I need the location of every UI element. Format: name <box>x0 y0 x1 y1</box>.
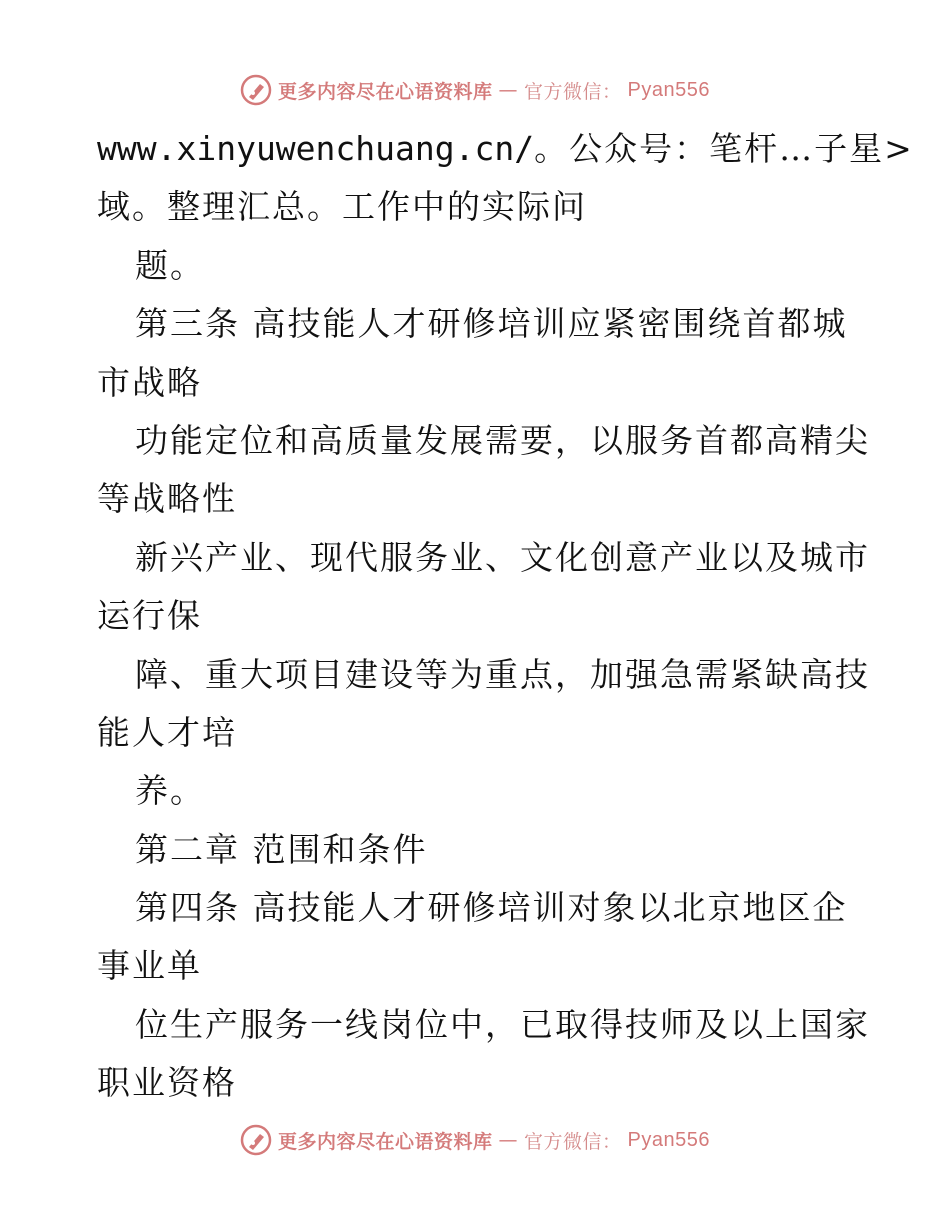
text-line: 事业单 <box>97 946 202 986</box>
website-link[interactable]: www.xinyuwenchuang.cn/ <box>97 129 535 168</box>
text-line: 位生产服务一线岗位中，已取得技师及以上国家 <box>135 1004 870 1044</box>
pen-nib-logo-icon <box>240 1124 272 1156</box>
pen-nib-logo-icon <box>240 74 272 106</box>
text-line: 职业资格 <box>97 1063 237 1103</box>
text-line: 养。 <box>135 771 205 811</box>
banner-dash: — <box>498 79 519 101</box>
text-line: 能人才培 <box>97 712 237 752</box>
text-line: 功能定位和高质量发展需要，以服务首都高精尖 <box>135 420 870 460</box>
footer-banner[interactable] <box>0 1122 950 1158</box>
text-line: 运行保 <box>97 596 202 636</box>
banner-wechat-label: 官方微信： <box>524 80 622 103</box>
text-line: 市战略 <box>97 362 202 402</box>
banner-title: 更多内容尽在心语资料库 <box>278 1130 493 1153</box>
text-line: 题。 <box>135 245 205 285</box>
banner-wechat-id: Pyan556 <box>627 78 710 101</box>
text-span: 。公众号：笔杆…子星> <box>534 129 914 168</box>
banner-wechat-id: Pyan556 <box>627 1128 710 1151</box>
text-line: 第三条 高技能人才研修培训应紧密围绕首都城 <box>135 304 848 344</box>
text-line: 障、重大项目建设等为重点，加强急需紧缺高技 <box>135 654 870 694</box>
banner-wechat-label: 官方微信： <box>524 1130 622 1153</box>
text-line: 域。整理汇总。工作中的实际问 <box>97 187 587 227</box>
banner-dash: — <box>498 1129 519 1151</box>
text-line: 第四条 高技能人才研修培训对象以北京地区企 <box>135 888 848 928</box>
text-line: 新兴产业、现代服务业、文化创意产业以及城市 <box>135 537 870 577</box>
header-banner[interactable] <box>0 72 950 108</box>
banner-title: 更多内容尽在心语资料库 <box>278 80 493 103</box>
chapter-heading: 第二章 范围和条件 <box>135 829 428 869</box>
text-line <box>97 120 914 178</box>
text-line: 等战略性 <box>97 479 237 519</box>
document-body <box>97 120 914 1113</box>
